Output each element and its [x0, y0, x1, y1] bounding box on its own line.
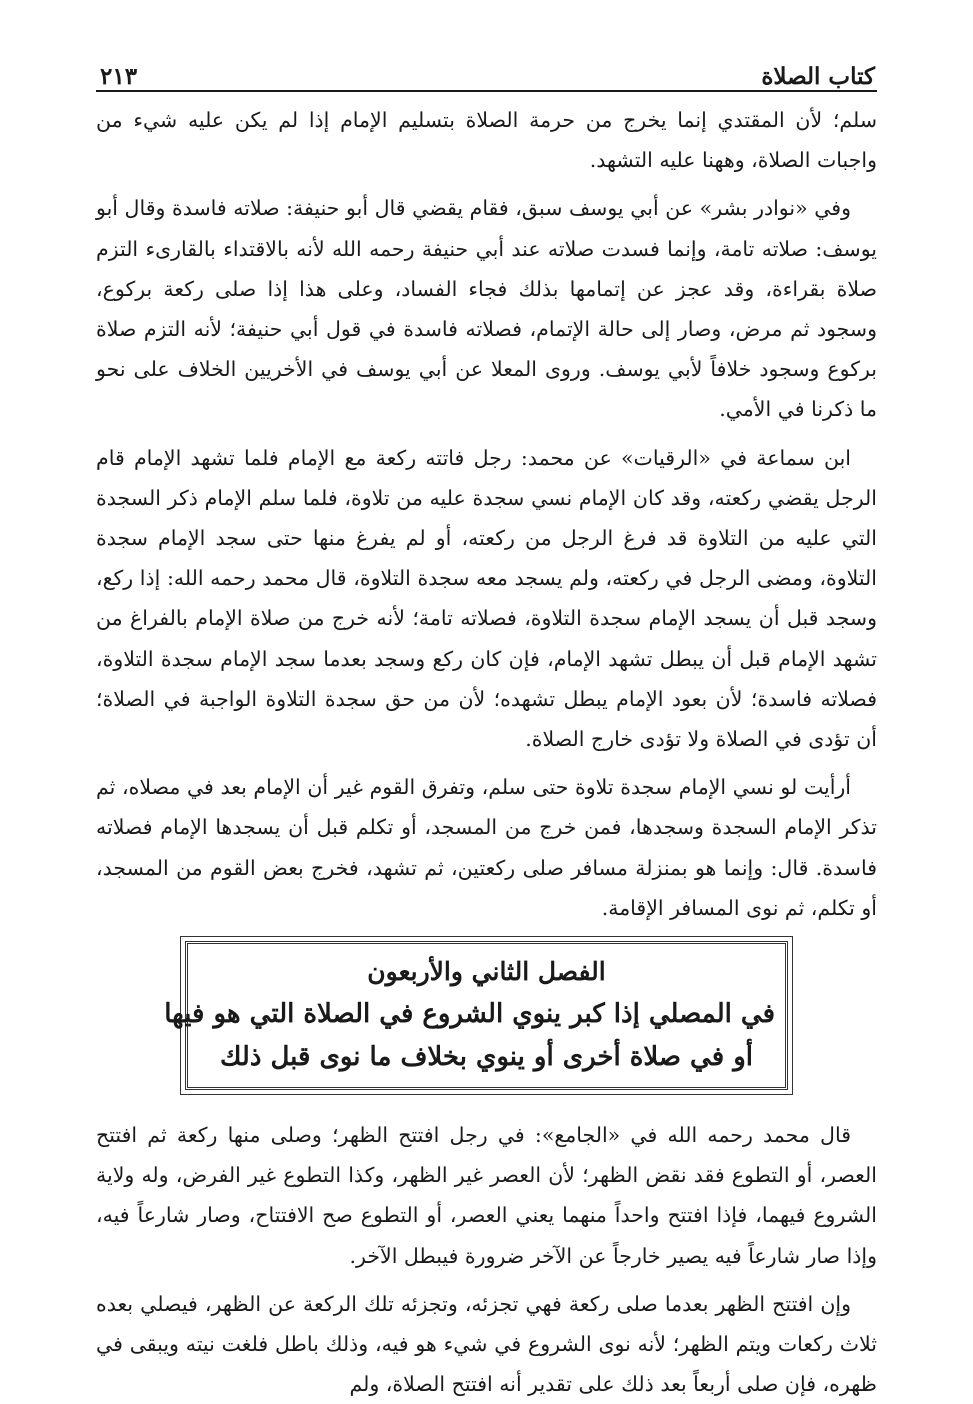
main-text [96, 100, 877, 1404]
running-header [96, 56, 877, 92]
running-title: كتاب الصلاة [761, 63, 875, 90]
paragraph: وإن افتتح الظهر بعدما صلى ركعة فهي تجزئه، وتجزئه تلك الركعة عن الظهر، فيصلي بعده ثلاث ركعات ويتم الظهر؛ لأنه نوى الشروع في شيء هو فيه، وذلك باطل فلغت نيته ويبقى في ظهره، فإن صلى أربعاً بعد ذلك على تقدير أنه افتتح الصلاة، ولم [96, 1291, 877, 1397]
paragraph: أرأيت لو نسي الإمام سجدة تلاوة حتى سلم، وتفرق القوم غير أن الإمام بعد في مصلاه، ثم تذكر الإمام السجدة وسجدها، فمن خرج من المسجد، أو تكلم قبل أن يسجدها الإمام فصلاته فاسدة. قال: وإنما هو بمنزلة مسافر صلى ركعتين، ثم تشهد، فخرج بعض القوم من المسجد، أو تكلم، ثم نوى المسافر الإقامة. [96, 775, 877, 920]
chapter-title-line: أو في صلاة أخرى أو ينوي بخلاف ما نوى قبل ذلك [220, 1042, 753, 1073]
paragraph: ابن سماعة في «الرقيات» عن محمد: رجل فاتته ركعة مع الإمام فلما تشهد الإمام قام الرجل يقضي ركعته، وقد كان الإمام نسي سجدة عليه من تلاوة، فلما سلم الإمام ذكر السجدة التي عليه من التلاوة قد فرغ الرجل من ركعته، أو لم يفرغ منها حتى سجد الإمام سجدة التلاوة، ومضى الرجل في ركعته، ولم يسجد معه سجدة التلاوة، قال محمد رحمه الله: إذا ركع، وسجد قبل أن يسجد الإمام سجدة التلاوة، فصلاته تامة؛ لأنه خرج من صلاة الإمام بالفراغ من تشهد الإمام قبل أن يبطل تشهد الإمام، فإن كان ركع وسجد بعدما سجد الإمام سجدة التلاوة، فصلاته فاسدة؛ لأن بعود الإمام يبطل تشهده؛ لأن من حق سجدة التلاوة الواجبة في الصلاة؛ أن تؤدى في الصلاة ولا تؤدى خارج الصلاة. [96, 445, 877, 752]
paragraph: سلم؛ لأن المقتدي إنما يخرج من حرمة الصلاة بتسليم الإمام إذا لم يكن عليه شيء من واجبات الصلاة، وههنا عليه التشهد. [96, 108, 877, 173]
paragraph: وفي «نوادر بشر» عن أبي يوسف سبق، فقام يقضي قال أبو حنيفة: صلاته فاسدة وقال أبو يوسف: صلاته تامة، وإنما فسدت صلاته عند أبي حنيفة رحمه الله لأنه بالاقتداء بالقارىء التزم صلاة بقراءة، وقد عجز عن إتمامها بذلك فجاء الفساد، وعلى هذا إذا صلى ركعة بركوع، وسجود ثم مرض، وصار إلى حالة الإتمام، فصلاته فاسدة في قول أبي حنيفة؛ لأنه التزم صلاة بركوع وسجود خلافاً لأبي يوسف. وروى المعلا عن أبي يوسف في الأخريين الخلاف على نحو ما ذكرنا في الأمي. [96, 196, 877, 422]
chapter-heading-frame [164, 936, 793, 1095]
chapter-title-line: في المصلي إذا كبر ينوي الشروع في الصلاة التي هو فيها [164, 999, 775, 1030]
page-number: ٢١٣ [100, 63, 138, 90]
chapter-heading [164, 941, 788, 1090]
paragraph: قال محمد رحمه الله في «الجامع»: في رجل افتتح الظهر؛ وصلى منها ركعة ثم افتتح العصر، أو التطوع فقد نقض الظهر؛ لأن العصر غير الظهر، وكذا التطوع غير الفرض، وله ولاية الشروع فيهما، فإذا افتتح واحداً منهما يعني العصر، أو التطوع صح الافتتاح، وصار شارعاً فيه، وإذا صار شارعاً فيه يصير خارجاً عن الآخر ضرورة فيبطل الآخر. [96, 1123, 877, 1268]
chapter-number: الفصل الثاني والأربعون [367, 957, 606, 987]
book-page [96, 56, 877, 1397]
